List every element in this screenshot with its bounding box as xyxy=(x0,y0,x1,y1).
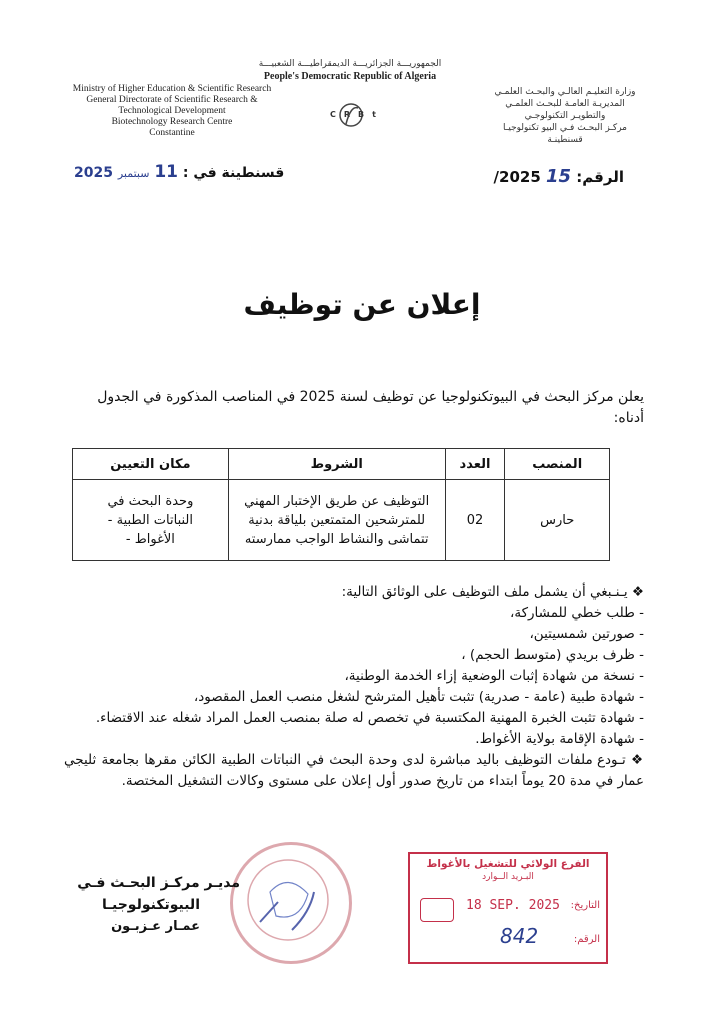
header-en-line: Technological Development xyxy=(118,106,226,116)
cell-conditions: التوظيف عن طريق الإختبار المهني للمترشحين المتمتعين بلياقة بدنية تتماشى والنشاط الواجب ممارسته xyxy=(228,480,445,561)
ref-label: الرقم xyxy=(582,168,624,186)
documents-section xyxy=(64,582,644,792)
header-en-line: Ministry of Higher Education & Scientific Research xyxy=(72,84,272,94)
header-ar-line: مركـز البحـث فـي البيو تكنولوجيـا xyxy=(502,123,627,133)
header-en-line: General Directorate of Scientific Research & xyxy=(86,95,258,105)
header-right-ar xyxy=(460,86,670,146)
ref-handwritten-number: 15 xyxy=(546,166,572,187)
signature-line-2: البيوتكنولوجيـا xyxy=(101,897,200,913)
list-item: - ظرف بريدي (متوسط الحجم) ، xyxy=(461,647,644,663)
ref-year: 2025/ xyxy=(493,168,541,186)
header-post: المنصب xyxy=(505,449,610,480)
cell-count: 02 xyxy=(445,480,505,561)
header-ar-line: المديريـة العامـة للبحـث العلمـي xyxy=(505,99,625,109)
republic-en: People's Democratic Republic of Algeria xyxy=(263,71,437,82)
diamond-bullet-icon: ❖ xyxy=(627,584,644,600)
list-item: - شهادة تثبت الخبرة المهنية المكتسبة في تخصص له صلة بمنصب العمل المراد شغله عند الاقتضاء. xyxy=(95,710,644,726)
stamp-line-2: البـريد الــوارد xyxy=(482,872,534,882)
date-year: 2025 xyxy=(74,165,113,181)
documents-intro-text: يـنـبغي أن يشمل ملف التوظيف على الوثائق التالية: xyxy=(341,584,628,600)
header-conditions: الشروط xyxy=(228,449,445,480)
stamp-line-1: الفرع الولائي للتشغيل بالأغواط xyxy=(426,858,590,870)
header-en-line: Biotechnology Research Centre xyxy=(111,117,233,127)
place-label: قسنطينة في : xyxy=(182,165,285,181)
list-item: - نسخة من شهادة إثبات الوضعية إزاء الخدمة الوطنية، xyxy=(344,668,644,684)
list-item: - صورتين شمسيتين، xyxy=(529,626,644,642)
reference-number: الرقم: 15 2025/ xyxy=(493,166,624,187)
table-header-row xyxy=(73,449,610,480)
director-signature xyxy=(70,872,240,938)
cell-post: حارس xyxy=(505,480,610,561)
header-ar-line: والتطويـر التكنولوجـي xyxy=(524,111,606,121)
signature-line-1: مديـر مركـز البحـث فـي xyxy=(77,875,240,891)
jobs-table xyxy=(72,448,610,561)
crbt-logo xyxy=(330,100,384,130)
header-count: العدد xyxy=(445,449,505,480)
date-line xyxy=(74,162,284,182)
list-item: - شهادة طبية (عامة - صدرية) تثبت تأهيل المترشح لشغل منصب العمل المقصود، xyxy=(193,689,644,705)
deposit-text: تـودع ملفات التوظيف باليد مباشرة لدى وحدة البحث في النباتات الطبية الكائن مقرها بجامعة ثليجي عمار في مدة 20 يوماً ابتداء من تاريخ صدور أول إعلان على مستوى وكالات التشغيل المختصة. xyxy=(64,752,644,789)
date-month: سبتمبر xyxy=(117,167,150,180)
deposit-note xyxy=(64,750,644,792)
official-seal xyxy=(230,842,352,964)
header-ar-line: وزارة التعليـم العالـي والبحـث العلمـي xyxy=(494,87,636,97)
page-title: إعلان عن توظيف xyxy=(243,288,481,321)
logo-text: CRBt xyxy=(330,110,384,119)
stamp-handwritten-number: 842 xyxy=(500,924,539,948)
list-item: - طلب خطي للمشاركة، xyxy=(510,605,644,621)
signature-name: عمـار عـزبـون xyxy=(111,919,200,934)
stamp-date: 18 SEP. 2025 xyxy=(466,898,560,913)
header-location: مكان التعيين xyxy=(73,449,229,480)
table-row xyxy=(73,480,610,561)
list-item: - شهادة الإقامة بولاية الأغواط. xyxy=(475,731,644,747)
stamp-date-label: التاريخ: xyxy=(570,900,600,911)
reception-stamp xyxy=(408,852,608,964)
date-day: 11 xyxy=(154,162,178,182)
header-ar-line: قسنطينـة xyxy=(547,135,583,145)
republic-ar: الجمهوريـــة الجزائريـــة الديمقراطيـــة الشعبيـــة xyxy=(258,59,442,69)
diamond-bullet-icon: ❖ xyxy=(625,752,644,768)
stamp-number-label: الرقم: xyxy=(573,934,600,945)
intro-paragraph: يعلن مركز البحث في البيوتكنولوجيا عن توظيف لسنة 2025 في المناصب المذكورة في الجدول أدناه: xyxy=(97,389,644,426)
header-left-en xyxy=(52,84,292,139)
stamp-logo-icon xyxy=(420,898,454,922)
documents-intro xyxy=(64,582,644,603)
header-en-line: Constantine xyxy=(149,128,195,138)
cell-location: وحدة البحث في النباتات الطبية - الأغواط - xyxy=(73,480,229,561)
